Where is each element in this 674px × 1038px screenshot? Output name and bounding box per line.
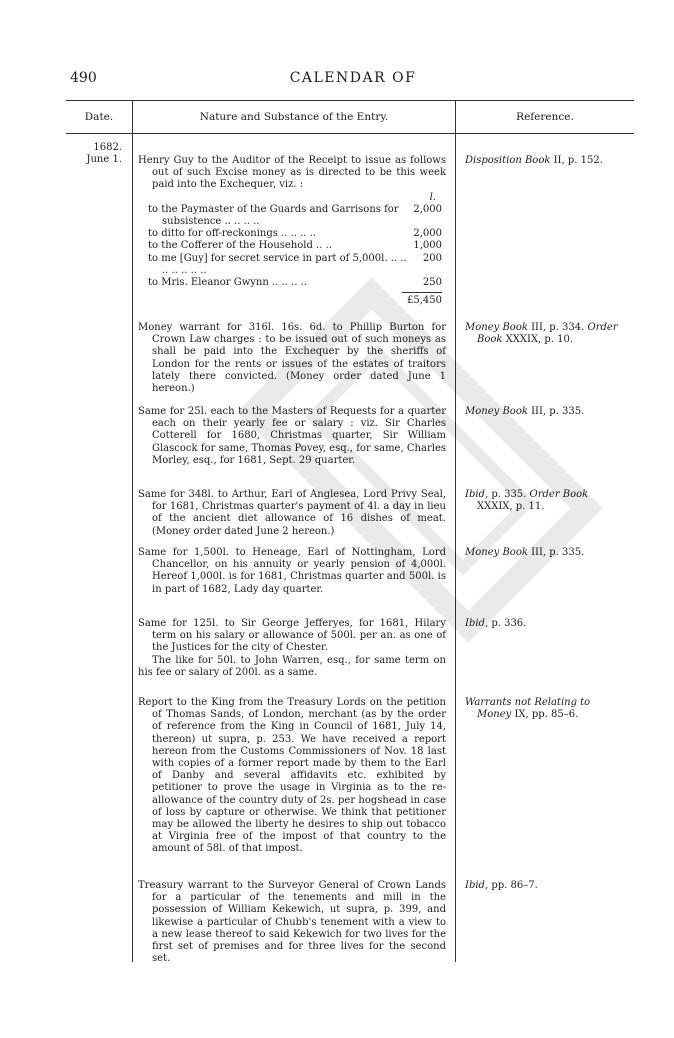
reference-7 — [465, 697, 625, 721]
item-label: to the Cofferer of the Household .. .. — [148, 240, 332, 252]
reference-4 — [465, 489, 625, 513]
reference-italic: Money Book — [465, 547, 528, 558]
reference-5 — [465, 547, 625, 559]
entry-text: Same for 348l. to Arthur, Earl of Anglesea, Lord Privy Seal, for 1681, Christmas quarter's payment of 4l. a day in lieu of the ancient diet allowance of 16 dishes of meat. (Money order dated June 2 hereon.) — [138, 489, 446, 537]
entry-6 — [138, 618, 446, 679]
top-rule — [66, 100, 634, 101]
item-value: 1,000 — [413, 240, 442, 252]
reference-rest-2: XXXIX, p. 11. — [477, 501, 545, 513]
reference-rest-2: XXXIX, p. 10. — [502, 334, 574, 346]
entry-text-continued: The like for 50l. to John Warren, esq., for same term on his fee or salary of 200l. as a same. — [138, 654, 446, 678]
reference-1 — [465, 155, 625, 167]
reference-rest: III, p. 335. — [527, 547, 585, 558]
date-cell — [72, 142, 122, 166]
column-header-date: Date. — [84, 111, 114, 123]
reference-italic: Money Book — [465, 406, 528, 417]
entry-5 — [138, 547, 446, 596]
reference-6 — [465, 618, 625, 630]
column-header-reference: Reference. — [516, 111, 574, 123]
entry-text: Henry Guy to the Auditor of the Receipt to issue as follows out of such Excise money as is directed to be this week paid into the Exchequer, viz. : — [138, 155, 446, 191]
reference-rest: p. 335. — [488, 489, 527, 500]
entry-2 — [138, 322, 446, 395]
unit-label: l. — [429, 191, 436, 203]
item-label: to Mris. Eleanor Gwynn .. .. .. .. — [148, 277, 307, 289]
payment-list — [138, 192, 442, 308]
entry-text: Money warrant for 316l. 16s. 6d. to Phillip Burton for Crown Law charges : to be issued out of such moneys as shall be paid into the Exchequer by the sheriffs of London for the rents or issues of the estates of traitors lately there convicted. (Money order dated June 1 hereon.) — [138, 322, 446, 395]
running-title: CALENDAR OF — [289, 70, 417, 86]
item-value: 2,000 — [413, 203, 442, 215]
entry-text: Same for 125l. to Sir George Jefferyes, for 1681, Hilary term on his salary or allowance of 500l. per an. as one of the Justices for the city of Chester. — [138, 618, 446, 654]
entry-1 — [138, 155, 446, 307]
list-item — [138, 228, 442, 240]
reference-rest: pp. 86–7. — [488, 880, 538, 891]
reference-rest: IX, pp. 85–6. — [511, 709, 579, 721]
total-value: £5,450 — [407, 295, 442, 307]
reference-rest: III, p. 335. — [527, 406, 585, 417]
entry-text: Same for 25l. each to the Masters of Requests for a quarter each on their yearly fee or salary : viz. Sir Charles Cotterell for 1680, Christmas quarter, Sir William Glascock for same, Thomas Povey, esq., for same, Charles Morley, esq., for 1681, Sept. 29 quarter. — [138, 406, 446, 466]
total-rule — [402, 292, 442, 307]
reference-italic-2: Order Book — [529, 489, 589, 500]
column-header-nature: Nature and Substance of the Entry. — [199, 111, 389, 123]
list-item — [138, 240, 442, 252]
entry-text: Same for 1,500l. to Heneage, Earl of Nottingham, Lord Chancellor, on his annuity or yearly pension of 4,000l. Hereof 1,000l. is for 1681, Christmas quarter and 500l. is in part of 1682, Lady day quarter. — [138, 547, 446, 595]
header-bottom-rule — [66, 133, 634, 134]
reference-8 — [465, 880, 625, 892]
entry-8 — [138, 880, 446, 965]
item-label: to the Paymaster of the Guards and Garrisons for subsistence .. .. .. .. — [148, 203, 399, 228]
reference-italic-2: Order Book — [477, 322, 618, 346]
page-number: 490 — [70, 70, 97, 86]
list-item — [138, 204, 442, 228]
column-divider-1 — [132, 100, 133, 962]
item-label: to me [Guy] for secret service in part of 5,000l. .. .. .. .. .. .. .. — [148, 252, 407, 276]
item-value: 250 — [422, 277, 442, 289]
entry-7 — [138, 697, 446, 856]
reference-2 — [465, 322, 625, 346]
reference-3 — [465, 406, 625, 418]
entry-3 — [138, 406, 446, 467]
list-item — [138, 277, 442, 289]
reference-rest: p. 336. — [488, 618, 527, 629]
entry-text: Report to the King from the Treasury Lords on the petition of Thomas Sands, of London, merchant (as by the order of reference from the King in Council of 1681, July 14, thereon) ut supra, p. 253. We have received a report hereon from the Customs Commissioners of Nov. 18 last with copies of a former report made by them to the Earl of Danby and several affidavits etc. exhibited by petitioner to prove the usage in Virginia as to the re-allowance of the country duty of 2s. per hogshead in case of loss by capture or otherwise. We think that petitioner may be allowed the liberty he desires to ship out tobacco at Virginia free of the impost of that country to the amount of 58l. of that impost. — [138, 697, 446, 855]
entry-text: Treasury warrant to the Surveyor General of Crown Lands for a particular of the tenements and mill in the possession of William Kekewich, ut supra, p. 399, and likewise a particular of Chubb's tenement with a view to a new lease thereof to said Kekewich for two lives for the first set of premises and for three lives for the second set. — [138, 880, 446, 965]
reference-italic: Money Book — [465, 322, 528, 333]
reference-italic: Disposition Book — [465, 155, 551, 166]
reference-italic: Ibid, — [465, 880, 489, 891]
date-day: June 1. — [86, 154, 122, 165]
list-item — [138, 253, 442, 277]
reference-rest: II, p. 152. — [550, 155, 603, 166]
date-year: 1682. — [93, 142, 122, 153]
item-label: to ditto for off-reckonings .. .. .. .. — [148, 228, 317, 240]
reference-italic: Warrants not Relating to Money — [465, 697, 591, 721]
reference-italic: Ibid, — [465, 618, 489, 629]
item-value: 200 — [422, 252, 442, 264]
entry-4 — [138, 489, 446, 538]
reference-rest: III, p. 334. — [527, 322, 585, 333]
reference-italic: Ibid, — [465, 489, 489, 500]
item-value: 2,000 — [413, 228, 442, 240]
